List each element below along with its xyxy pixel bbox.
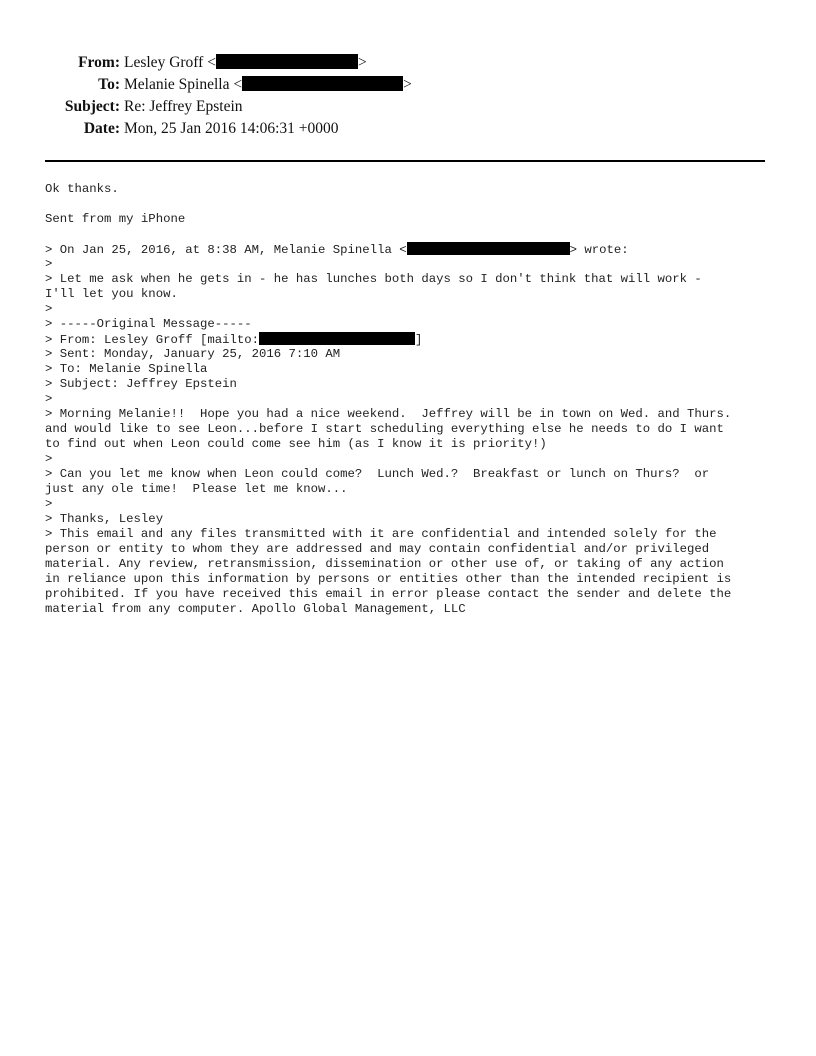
body-line: > Thanks, Lesley: [45, 512, 164, 526]
body-line: >: [45, 497, 53, 511]
disclaimer-line: person or entity to whom they are addressed and may contain confidential and/or privileged: [45, 542, 710, 556]
body-line: Ok thanks.: [45, 182, 119, 196]
redaction-bar: [259, 332, 415, 345]
disclaimer-line: material from any computer. Apollo Global Management, LLC: [45, 602, 466, 616]
body-line: to find out when Leon could come see him (as I know it is priority!): [45, 437, 547, 451]
body-line: > Let me ask when he gets in - he has lunches both days so I don't think that will work -: [45, 272, 702, 286]
to-name: Melanie Spinella <: [124, 76, 243, 93]
email-body: [45, 182, 775, 617]
body-line: Sent from my iPhone: [45, 212, 186, 226]
quoted-header-line: [45, 242, 775, 257]
date-label: Date:: [83, 120, 120, 137]
subject-value: Re: Jeffrey Epstein: [124, 98, 243, 115]
from-value: [124, 52, 367, 74]
subject-label: Subject:: [64, 98, 120, 115]
quoted-from-line: [45, 332, 775, 347]
quoted-from-end: ]: [415, 333, 423, 347]
body-line: > Morning Melanie!! Hope you had a nice weekend. Jeffrey will be in town on Wed. and Thurs.: [45, 407, 732, 421]
body-line: > Can you let me know when Leon could come? Lunch Wed.? Breakfast or lunch on Thurs? or: [45, 467, 710, 481]
redaction-bar: [242, 76, 403, 91]
body-line: > Sent: Monday, January 25, 2016 7:10 AM: [45, 347, 341, 361]
quote-intro-end: > wrote:: [569, 243, 629, 257]
from-name: Lesley Groff <: [124, 54, 216, 71]
disclaimer-line: in reliance upon this information by persons or entities other than the intended recipient is: [45, 572, 732, 586]
body-line: I'll let you know.: [45, 287, 178, 301]
body-line: >: [45, 257, 53, 271]
blank-line: [45, 227, 775, 242]
quote-intro: > On Jan 25, 2016, at 8:38 AM, Melanie Spinella <: [45, 243, 407, 257]
body-line: > To: Melanie Spinella: [45, 362, 208, 376]
to-value: [124, 74, 412, 96]
redaction-bar: [216, 54, 358, 69]
body-line: >: [45, 302, 53, 316]
header-divider: [45, 160, 765, 162]
body-line: > -----Original Message-----: [45, 317, 252, 331]
from-close: >: [357, 54, 367, 71]
body-line: >: [45, 392, 53, 406]
body-line: >: [45, 452, 53, 466]
to-label: To:: [98, 76, 120, 93]
body-line: > Subject: Jeffrey Epstein: [45, 377, 237, 391]
body-line: just any ole time! Please let me know...: [45, 482, 348, 496]
disclaimer-line: > This email and any files transmitted with it are confidential and intended solely for the: [45, 527, 717, 541]
date-value: Mon, 25 Jan 2016 14:06:31 +0000: [124, 120, 339, 137]
body-line: and would like to see Leon...before I start scheduling everything else he needs to do I want: [45, 422, 724, 436]
disclaimer-line: material. Any review, retransmission, dissemination or other use of, or taking of any action: [45, 557, 724, 571]
from-label: From:: [78, 54, 120, 71]
to-close: >: [403, 76, 412, 93]
quoted-from-text: > From: Lesley Groff [mailto:: [45, 333, 260, 347]
redaction-bar: [407, 242, 570, 255]
disclaimer-line: prohibited. If you have received this email in error please contact the sender and delete the: [45, 587, 732, 601]
blank-line: [45, 197, 775, 212]
